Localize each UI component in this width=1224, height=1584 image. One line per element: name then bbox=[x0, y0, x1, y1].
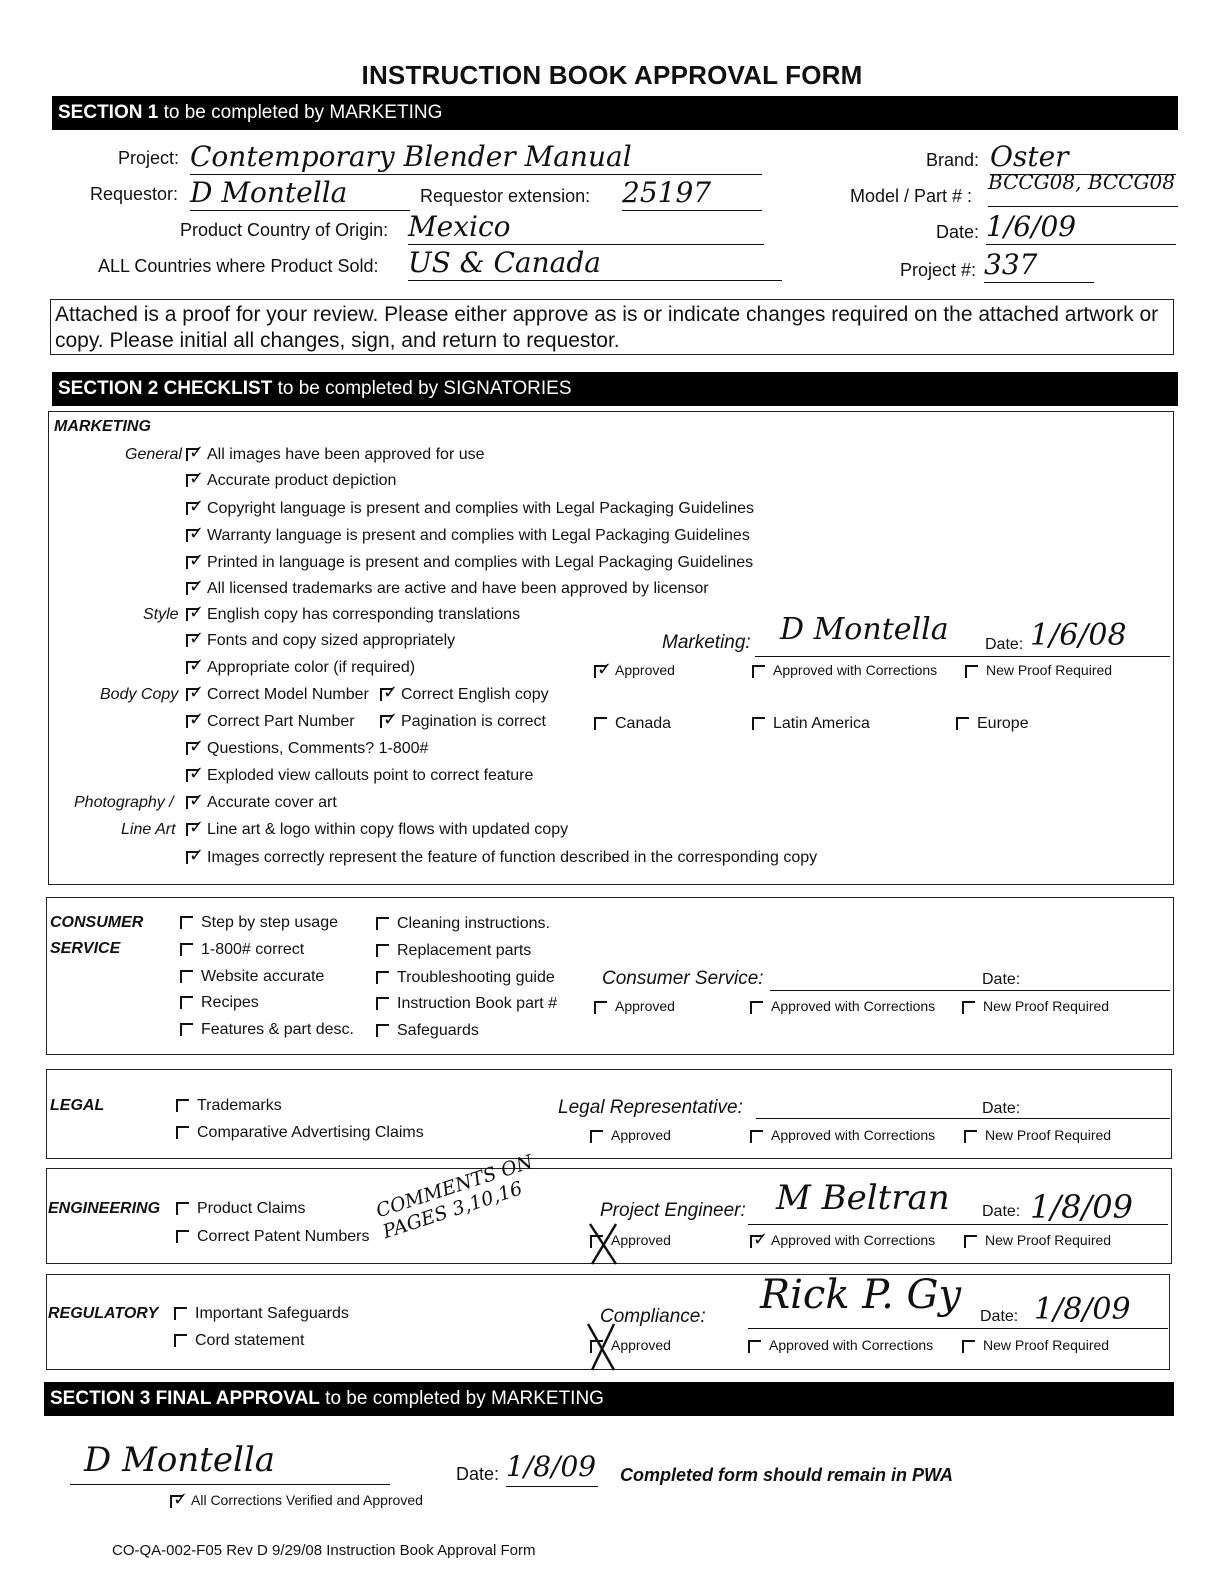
final-date-value: 1/8/09 bbox=[506, 1450, 597, 1483]
compliance-approved-option[interactable]: Approved bbox=[590, 1337, 671, 1353]
consumer-signature-field[interactable] bbox=[770, 962, 1170, 991]
extension-value: 25197 bbox=[622, 176, 712, 209]
legal-signature-field[interactable] bbox=[756, 1092, 1170, 1119]
consumer-item[interactable]: 1-800# correct bbox=[180, 941, 304, 959]
legal-approved-corrections-option[interactable]: Approved with Corrections bbox=[750, 1127, 935, 1143]
checkbox[interactable] bbox=[180, 916, 193, 929]
consumer-item[interactable]: Replacement parts bbox=[376, 942, 531, 960]
checkbox[interactable] bbox=[376, 944, 389, 957]
marketing-item[interactable]: ✓Correct English copy bbox=[380, 686, 549, 704]
checkbox[interactable] bbox=[962, 1001, 975, 1014]
checkbox[interactable] bbox=[180, 943, 193, 956]
engineering-heading: ENGINEERING bbox=[48, 1200, 161, 1217]
brand-value: Oster bbox=[990, 140, 1069, 173]
marketing-item[interactable]: ✓Correct Part Number bbox=[186, 713, 355, 731]
countries-value: US & Canada bbox=[408, 246, 601, 279]
category-general: General bbox=[125, 446, 182, 463]
origin-label: Product Country of Origin: bbox=[180, 220, 389, 240]
checkbox[interactable] bbox=[176, 1230, 189, 1243]
corrections-verified-option[interactable]: ✓All Corrections Verified and Approved bbox=[170, 1492, 423, 1508]
checkbox[interactable] bbox=[176, 1126, 189, 1139]
engineer-new-proof-option[interactable]: New Proof Required bbox=[964, 1232, 1111, 1248]
marketing-item[interactable]: ✓Accurate product depiction bbox=[186, 472, 396, 490]
marketing-item[interactable]: ✓Exploded view callouts point to correct feature bbox=[186, 767, 533, 785]
origin-value: Mexico bbox=[408, 210, 511, 243]
checkbox[interactable] bbox=[180, 1023, 193, 1036]
checkbox[interactable] bbox=[380, 715, 393, 728]
compliance-date-value: 1/8/09 bbox=[1034, 1292, 1131, 1327]
checkbox[interactable] bbox=[186, 502, 199, 515]
origin-field[interactable] bbox=[408, 210, 764, 245]
date-label: Date: bbox=[936, 222, 980, 242]
checkbox[interactable] bbox=[750, 1235, 763, 1248]
checkbox[interactable] bbox=[594, 665, 607, 678]
regulatory-item[interactable]: Important Safeguards bbox=[174, 1305, 349, 1323]
project-number-label: Project #: bbox=[900, 260, 977, 280]
form-title: INSTRUCTION BOOK APPROVAL FORM bbox=[361, 60, 863, 90]
checkbox[interactable] bbox=[170, 1495, 183, 1508]
category-body-copy: Body Copy bbox=[100, 686, 179, 703]
checkbox[interactable] bbox=[590, 1130, 603, 1143]
compliance-approved-corrections-option[interactable]: Approved with Corrections bbox=[748, 1337, 933, 1353]
final-date-label: Date: bbox=[456, 1464, 500, 1484]
marketing-item[interactable]: ✓Copyright language is present and complies with Legal Packaging Guidelines bbox=[186, 500, 754, 518]
compliance-x-mark bbox=[584, 1320, 618, 1374]
marketing-item[interactable]: ✓Warranty language is present and complies with Legal Packaging Guidelines bbox=[186, 527, 750, 545]
marketing-item[interactable]: ✓All images have been approved for use bbox=[186, 446, 485, 464]
checkbox[interactable] bbox=[186, 796, 199, 809]
checkbox[interactable] bbox=[180, 996, 193, 1009]
model-value: BCCG08, BCCG08 bbox=[988, 170, 1175, 194]
extension-field[interactable] bbox=[622, 176, 762, 211]
checkbox[interactable] bbox=[186, 769, 199, 782]
legal-item[interactable]: Trademarks bbox=[176, 1097, 282, 1115]
model-label: Model / Part # : bbox=[850, 186, 973, 206]
project-field[interactable] bbox=[190, 140, 762, 175]
engineering-item[interactable]: Product Claims bbox=[176, 1200, 305, 1218]
requestor-field[interactable] bbox=[190, 176, 410, 211]
project-number-value: 337 bbox=[984, 248, 1038, 281]
regulatory-heading: REGULATORY bbox=[48, 1305, 159, 1322]
final-signature: D Montella bbox=[84, 1440, 276, 1480]
engineer-signature: M Beltran bbox=[776, 1178, 950, 1218]
consumer-item[interactable]: Recipes bbox=[180, 994, 259, 1012]
project-label: Project: bbox=[118, 148, 180, 168]
consumer-approved-option[interactable]: Approved bbox=[594, 998, 675, 1014]
checkbox[interactable] bbox=[186, 688, 199, 701]
legal-item[interactable]: Comparative Advertising Claims bbox=[176, 1124, 424, 1142]
requestor-label: Requestor: bbox=[90, 184, 179, 204]
service-heading: SERVICE bbox=[50, 940, 121, 957]
regulatory-item[interactable]: Cord statement bbox=[174, 1332, 304, 1350]
brand-label: Brand: bbox=[926, 150, 980, 170]
marketing-item[interactable]: ✓Correct Model Number bbox=[186, 686, 369, 704]
engineer-approved-corrections-option[interactable]: ✓ Approved with Corrections bbox=[750, 1232, 935, 1248]
checkbox[interactable] bbox=[186, 661, 199, 674]
checkbox[interactable] bbox=[186, 634, 199, 647]
checkbox[interactable] bbox=[750, 1001, 763, 1014]
consumer-item[interactable]: Safeguards bbox=[376, 1022, 479, 1040]
pwa-note: Completed form should remain in PWA bbox=[620, 1465, 954, 1485]
date-value: 1/6/09 bbox=[986, 210, 1077, 243]
consumer-item[interactable]: Instruction Book part # bbox=[376, 995, 557, 1013]
consumer-heading: CONSUMER bbox=[50, 914, 144, 931]
marketing-item[interactable]: ✓All licensed trademarks are active and have been approved by licensor bbox=[186, 580, 709, 598]
marketing-approved-option[interactable]: ✓Approved bbox=[594, 662, 675, 678]
consumer-item[interactable]: Website accurate bbox=[180, 968, 324, 986]
engineer-date-value: 1/8/09 bbox=[1030, 1188, 1133, 1226]
canada-option[interactable]: Canada bbox=[594, 715, 671, 733]
legal-approved-option[interactable]: Approved bbox=[590, 1127, 671, 1143]
marketing-date-label: Date: bbox=[985, 636, 1024, 653]
project-value: Contemporary Blender Manual bbox=[190, 140, 632, 173]
marketing-item[interactable]: ✓Accurate cover art bbox=[186, 794, 337, 812]
marketing-item[interactable]: ✓Fonts and copy sized appropriately bbox=[186, 632, 455, 650]
engineer-approved-option[interactable]: Approved bbox=[590, 1232, 671, 1248]
checkbox[interactable] bbox=[965, 665, 978, 678]
marketing-item[interactable]: ✓Images correctly represent the feature of function described in the corresponding copy bbox=[186, 849, 817, 867]
checkbox[interactable] bbox=[176, 1099, 189, 1112]
extension-label: Requestor extension: bbox=[420, 186, 591, 206]
consumer-item[interactable]: Step by step usage bbox=[180, 914, 338, 932]
checkbox[interactable] bbox=[186, 851, 199, 864]
legal-signature-label: Legal Representative: bbox=[558, 1097, 743, 1118]
europe-option[interactable]: Europe bbox=[956, 715, 1029, 733]
checkbox[interactable] bbox=[180, 970, 193, 983]
model-field[interactable] bbox=[988, 170, 1178, 207]
checkbox[interactable] bbox=[376, 971, 389, 984]
section1-header: SECTION 1 to be completed by MARKETING bbox=[52, 96, 1178, 130]
consumer-approved-corrections-option[interactable]: Approved with Corrections bbox=[750, 998, 935, 1014]
legal-date-label: Date: bbox=[982, 1100, 1021, 1117]
engineering-comment-note: COMMENTS ON PAGES 3,10,16 bbox=[373, 1150, 536, 1244]
latin-america-option[interactable]: Latin America bbox=[752, 715, 870, 733]
checkbox[interactable] bbox=[380, 688, 393, 701]
consumer-signature-label: Consumer Service: bbox=[602, 968, 764, 989]
legal-new-proof-option[interactable]: New Proof Required bbox=[964, 1127, 1111, 1143]
legal-heading: LEGAL bbox=[50, 1097, 105, 1114]
notice-box: Attached is a proof for your review. Please either approve as is or indicate changes required on the attached artwork or copy. Please initial all changes, sign, and return to requestor. bbox=[50, 299, 1174, 355]
compliance-new-proof-option[interactable]: New Proof Required bbox=[962, 1337, 1109, 1353]
checkbox[interactable] bbox=[594, 717, 607, 730]
requestor-value: D Montella bbox=[190, 176, 348, 209]
checkbox[interactable] bbox=[376, 1024, 389, 1037]
marketing-new-proof-option[interactable]: New Proof Required bbox=[965, 662, 1112, 678]
marketing-item[interactable]: ✓Line art & logo within copy flows with updated copy bbox=[186, 821, 568, 839]
engineering-item[interactable]: Correct Patent Numbers bbox=[176, 1228, 370, 1246]
checkbox[interactable] bbox=[964, 1235, 977, 1248]
checkbox[interactable] bbox=[186, 823, 199, 836]
compliance-signature-label: Compliance: bbox=[600, 1306, 706, 1327]
checkbox[interactable] bbox=[956, 717, 969, 730]
section2-header: SECTION 2 CHECKLIST to be completed by SIGNATORIES bbox=[52, 372, 1178, 406]
marketing-heading: MARKETING bbox=[54, 418, 151, 435]
category-photography: Photography / bbox=[74, 794, 174, 811]
checkbox[interactable] bbox=[748, 1340, 761, 1353]
marketing-item[interactable]: ✓Printed in language is present and complies with Legal Packaging Guidelines bbox=[186, 554, 753, 572]
category-style: Style bbox=[143, 606, 179, 623]
checkbox[interactable] bbox=[176, 1202, 189, 1215]
engineer-date-label: Date: bbox=[982, 1203, 1021, 1220]
checkbox[interactable] bbox=[174, 1307, 187, 1320]
marketing-signature: D Montella bbox=[780, 612, 949, 647]
checkbox[interactable] bbox=[186, 582, 199, 595]
date-field[interactable] bbox=[986, 210, 1176, 245]
marketing-signature-label: Marketing: bbox=[662, 632, 751, 653]
countries-label: ALL Countries where Product Sold: bbox=[98, 256, 379, 276]
marketing-date-value: 1/6/08 bbox=[1030, 618, 1127, 653]
checkbox[interactable] bbox=[186, 474, 199, 487]
consumer-item[interactable]: Troubleshooting guide bbox=[376, 969, 555, 987]
countries-field[interactable] bbox=[408, 246, 782, 281]
checkbox[interactable] bbox=[186, 529, 199, 542]
engineer-signature-label: Project Engineer: bbox=[600, 1200, 746, 1221]
marketing-item[interactable]: ✓Questions, Comments? 1-800# bbox=[186, 740, 428, 758]
consumer-item[interactable]: Features & part desc. bbox=[180, 1021, 354, 1039]
compliance-date-label: Date: bbox=[980, 1308, 1019, 1325]
consumer-date-label: Date: bbox=[982, 971, 1021, 988]
compliance-signature: Rick P. Gy bbox=[760, 1272, 962, 1318]
final-date-field[interactable] bbox=[506, 1450, 598, 1487]
checkbox[interactable] bbox=[750, 1130, 763, 1143]
checkbox[interactable] bbox=[752, 717, 765, 730]
consumer-item[interactable]: Cleaning instructions. bbox=[376, 915, 550, 933]
marketing-item[interactable]: ✓Appropriate color (if required) bbox=[186, 659, 415, 677]
checkbox[interactable] bbox=[186, 448, 199, 461]
checkbox[interactable] bbox=[376, 917, 389, 930]
category-line-art: Line Art bbox=[121, 821, 176, 838]
marketing-item[interactable]: ✓Pagination is correct bbox=[380, 713, 546, 731]
section3-header: SECTION 3 FINAL APPROVAL to be completed by MARKETING bbox=[44, 1382, 1174, 1416]
checkbox[interactable] bbox=[752, 665, 765, 678]
checkbox[interactable] bbox=[964, 1130, 977, 1143]
project-number-field[interactable] bbox=[984, 248, 1094, 283]
checkbox[interactable] bbox=[186, 556, 199, 569]
form-footer: CO-QA-002-F05 Rev D 9/29/08 Instruction Book Approval Form bbox=[112, 1542, 536, 1559]
marketing-item[interactable]: ✓English copy has corresponding translations bbox=[186, 606, 520, 624]
marketing-approved-corrections-option[interactable]: Approved with Corrections bbox=[752, 662, 937, 678]
checkbox[interactable] bbox=[186, 715, 199, 728]
consumer-new-proof-option[interactable]: New Proof Required bbox=[962, 998, 1109, 1014]
checkbox[interactable] bbox=[186, 608, 199, 621]
checkbox[interactable] bbox=[376, 997, 389, 1010]
checkbox[interactable] bbox=[594, 1001, 607, 1014]
approved-x-mark bbox=[586, 1220, 620, 1268]
checkbox[interactable] bbox=[962, 1340, 975, 1353]
checkbox[interactable] bbox=[186, 742, 199, 755]
checkbox[interactable] bbox=[174, 1334, 187, 1347]
